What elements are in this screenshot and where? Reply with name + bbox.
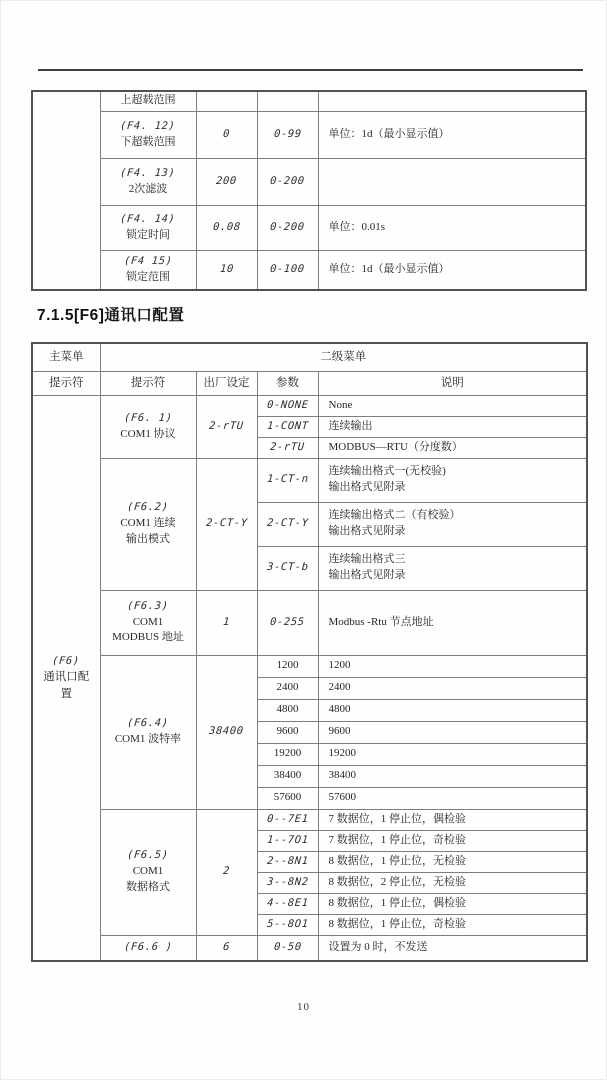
- header-prompt-left: 提示符: [32, 371, 100, 395]
- prompt-code: (F6.3): [126, 599, 170, 612]
- prompt-code: (F4. 12): [119, 119, 177, 132]
- description-cell: Modbus -Rtu 节点地址: [318, 590, 587, 655]
- page-number: 10: [297, 1001, 310, 1013]
- description-cell: 8 数据位，2 停止位，无检验: [318, 872, 587, 893]
- param-cell: 38400: [257, 765, 318, 787]
- param-cell: 1200: [257, 655, 318, 677]
- description-cell: 单位：1d（最小显示值）: [318, 250, 586, 290]
- factory-default-cell: 1: [196, 590, 257, 655]
- param-cell: 0--7E1: [257, 809, 318, 830]
- prompt-label: 数据格式: [126, 880, 170, 893]
- prompt-label: 锁定范围: [126, 270, 170, 283]
- param-cell: 0-50: [257, 935, 318, 961]
- prompt-label: COM1: [132, 615, 164, 628]
- description-cell: 19200: [318, 743, 587, 765]
- table-row: [32, 91, 586, 111]
- description-cell: MODBUS—RTU（分度数）: [318, 437, 587, 458]
- prompt-code: (F6.6 ): [123, 940, 173, 953]
- param-cell: 57600: [257, 787, 318, 809]
- description-cell: 2400: [318, 677, 587, 699]
- header-prompt-right: 提示符: [100, 371, 196, 395]
- description-cell: 1200: [318, 655, 587, 677]
- description-cell: 连续输出格式三 输出格式见附录: [318, 546, 587, 590]
- factory-default-cell: 2-rTU: [196, 395, 257, 458]
- param-cell: 0-NONE: [257, 395, 318, 416]
- table-header-row: [32, 343, 587, 371]
- description-cell: 单位：0.01s: [318, 205, 586, 250]
- table-row: [32, 158, 586, 205]
- table-row: [32, 395, 587, 416]
- table-row: [32, 809, 587, 830]
- prompt-label: 锁定时间: [126, 228, 170, 241]
- param-cell: 0-99: [257, 111, 318, 158]
- param-cell: 0-255: [257, 590, 318, 655]
- param-cell: 4800: [257, 699, 318, 721]
- param-cell: 0-200: [257, 158, 318, 205]
- table-header-row: [32, 371, 587, 395]
- param-cell: 0-200: [257, 205, 318, 250]
- factory-default-cell: 38400: [196, 655, 257, 809]
- factory-default-cell: 0.08: [196, 205, 257, 250]
- prompt-label: 输出模式: [126, 532, 170, 545]
- main-menu-code: (F6): [52, 654, 81, 667]
- prompt-label: 上超载范围: [120, 94, 176, 107]
- prompt-label: 下超载范围: [120, 135, 176, 148]
- param-cell: 1-CONT: [257, 416, 318, 437]
- table-row: [32, 590, 587, 655]
- table-row: [32, 935, 587, 961]
- header-desc: 说明: [318, 371, 587, 395]
- prompt-cell: [100, 250, 196, 290]
- table-row: [32, 111, 586, 158]
- header-rule: [38, 69, 583, 71]
- header-main-menu: 主菜单: [32, 343, 100, 371]
- param-cell: 1-CT-n: [257, 458, 318, 502]
- table-row: [32, 205, 586, 250]
- table-row: [32, 250, 586, 290]
- param-cell: 9600: [257, 721, 318, 743]
- description-cell: 57600: [318, 787, 587, 809]
- description-cell: 7 数据位，1 停止位，奇检验: [318, 830, 587, 851]
- prompt-cell: [100, 205, 196, 250]
- param-cell: 4--8E1: [257, 893, 318, 914]
- prompt-cell: [100, 458, 196, 590]
- description-cell: 连续输出格式二（有校验） 输出格式见附录: [318, 502, 587, 546]
- param-cell: 5--8O1: [257, 914, 318, 935]
- table-row: [32, 458, 587, 502]
- prompt-label: COM1 波特率: [114, 733, 182, 745]
- description-cell: 4800: [318, 699, 587, 721]
- description-cell: 连续输出: [318, 416, 587, 437]
- description-cell: 8 数据位，1 停止位，奇检验: [318, 914, 587, 935]
- prompt-code: (F4. 14): [119, 212, 177, 225]
- factory-default-cell: 6: [196, 935, 257, 961]
- settings-table-f6: [31, 342, 588, 962]
- prompt-code: (F6.5): [126, 849, 170, 862]
- prompt-code: (F6.4): [126, 717, 170, 730]
- factory-default-cell: 2: [196, 809, 257, 935]
- description-cell: 8 数据位，1 停止位，无检验: [318, 851, 587, 872]
- header-secondary-menu: 二级菜单: [100, 343, 587, 371]
- factory-default-cell: 200: [196, 158, 257, 205]
- param-cell: [257, 91, 318, 111]
- prompt-cell: [100, 655, 196, 809]
- prompt-label: MODBUS 地址: [112, 631, 184, 644]
- factory-default-cell: 0: [196, 111, 257, 158]
- settings-table-f4: [31, 90, 587, 291]
- description-cell: [318, 158, 586, 205]
- main-menu-cell: [32, 395, 100, 961]
- prompt-code: (F6. 1): [123, 411, 173, 424]
- prompt-cell: [100, 91, 196, 111]
- section-heading: 7.1.5[F6]通讯口配置: [37, 307, 185, 324]
- prompt-cell: [100, 395, 196, 458]
- prompt-cell: [100, 590, 196, 655]
- prompt-cell: [100, 809, 196, 935]
- factory-default-cell: 10: [196, 250, 257, 290]
- description-cell: 设置为 0 时，不发送: [318, 935, 587, 961]
- main-menu-cell: [32, 91, 100, 290]
- header-factory: 出厂设定: [196, 371, 257, 395]
- prompt-label: COM1 连续: [120, 517, 176, 530]
- description-cell: 38400: [318, 765, 587, 787]
- description-cell: 单位：1d（最小显示值）: [318, 111, 586, 158]
- param-cell: 3-CT-b: [257, 546, 318, 590]
- prompt-code: (F4 15): [123, 254, 173, 267]
- factory-default-cell: [196, 91, 257, 111]
- param-cell: 19200: [257, 743, 318, 765]
- prompt-label: COM1 协议: [120, 427, 176, 440]
- param-cell: 2-CT-Y: [257, 502, 318, 546]
- table-row: [32, 655, 587, 677]
- prompt-code: (F4. 13): [119, 166, 177, 179]
- param-cell: 2--8N1: [257, 851, 318, 872]
- param-cell: 1--7O1: [257, 830, 318, 851]
- description-cell: 8 数据位，1 停止位，偶检验: [318, 893, 587, 914]
- description-cell: [318, 91, 586, 111]
- description-cell: 连续输出格式一(无校验) 输出格式见附录: [318, 458, 587, 502]
- description-cell: None: [318, 395, 587, 416]
- prompt-label: COM1: [132, 865, 164, 878]
- description-cell: 9600: [318, 721, 587, 743]
- prompt-label: 2次滤波: [128, 182, 168, 195]
- prompt-cell: [100, 111, 196, 158]
- param-cell: 3--8N2: [257, 872, 318, 893]
- prompt-cell: [100, 158, 196, 205]
- prompt-cell: [100, 935, 196, 961]
- param-cell: 0-100: [257, 250, 318, 290]
- param-cell: 2400: [257, 677, 318, 699]
- factory-default-cell: 2-CT-Y: [196, 458, 257, 590]
- param-cell: 2-rTU: [257, 437, 318, 458]
- header-param: 参数: [257, 371, 318, 395]
- description-cell: 7 数据位，1 停止位，偶检验: [318, 809, 587, 830]
- prompt-code: (F6.2): [126, 501, 170, 514]
- main-menu-label: 通讯口配置: [43, 671, 90, 701]
